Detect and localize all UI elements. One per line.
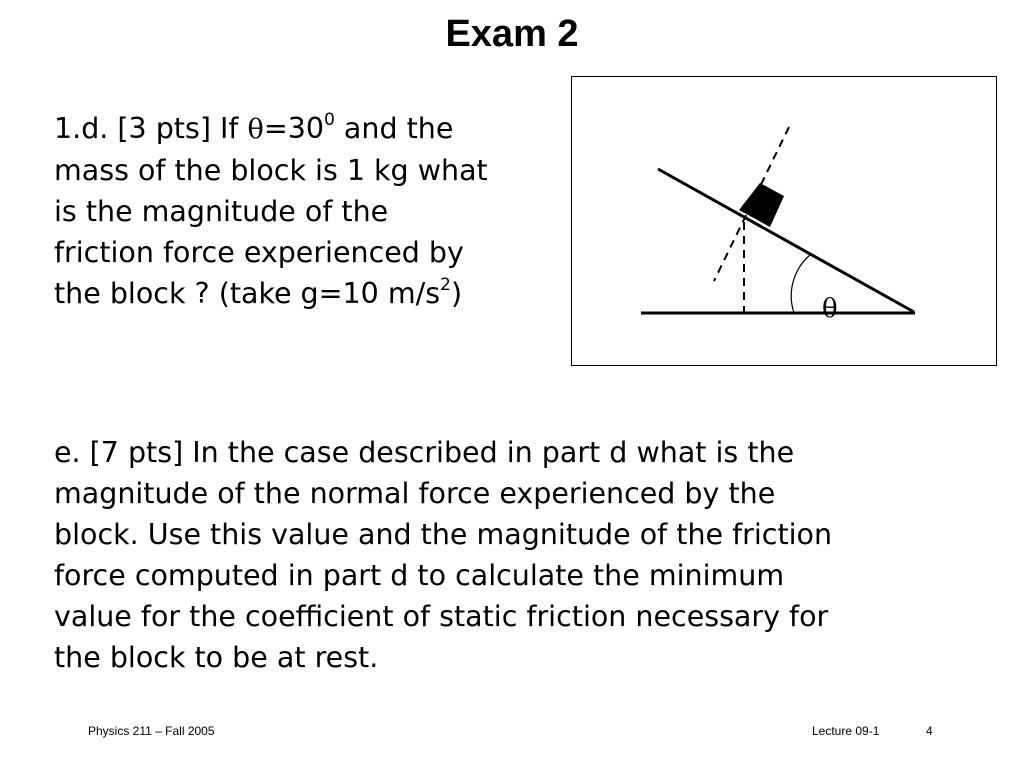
block	[739, 183, 784, 227]
inclined-plane-figure	[571, 76, 997, 366]
question-e-line-2: magnitude of the normal force experienced by the	[54, 477, 776, 510]
question-d-line-1: 1.d. [3 pts] If $\theta=30^0$ and the	[54, 110, 454, 145]
question-e-line-1: e. [7 pts] In the case described in part d what is the	[54, 436, 795, 469]
question-d-line-4: friction force experienced by	[54, 236, 464, 269]
question-e-text	[54, 432, 994, 678]
question-d-line-3: is the magnitude of the	[54, 195, 389, 228]
question-e-line-5: value for the coefficient of static friction necessary for	[54, 600, 829, 633]
question-d-line-5: the block ? (take g=10 $m/s^2$)	[54, 275, 463, 310]
theta-symbol: θ	[247, 114, 264, 145]
slide-title: Exam 2	[445, 13, 579, 55]
question-d-line-2: mass of the block is 1 kg what	[54, 154, 488, 187]
incline-line	[658, 169, 914, 312]
inclined-plane-diagram	[572, 77, 998, 367]
question-e-line-4: force computed in part d to calculate the minimum	[54, 559, 785, 592]
footer-page-number: 4	[926, 724, 933, 738]
question-d-text	[54, 108, 574, 314]
angle-label: θ	[822, 294, 838, 324]
footer-course: Physics 211 – Fall 2005	[88, 724, 215, 738]
angle-arc	[791, 255, 810, 313]
footer-lecture: Lecture 09-1	[812, 724, 880, 738]
question-e-line-6: the block to be at rest.	[54, 641, 379, 674]
question-e-line-3: block. Use this value and the magnitude of the friction	[54, 518, 833, 551]
